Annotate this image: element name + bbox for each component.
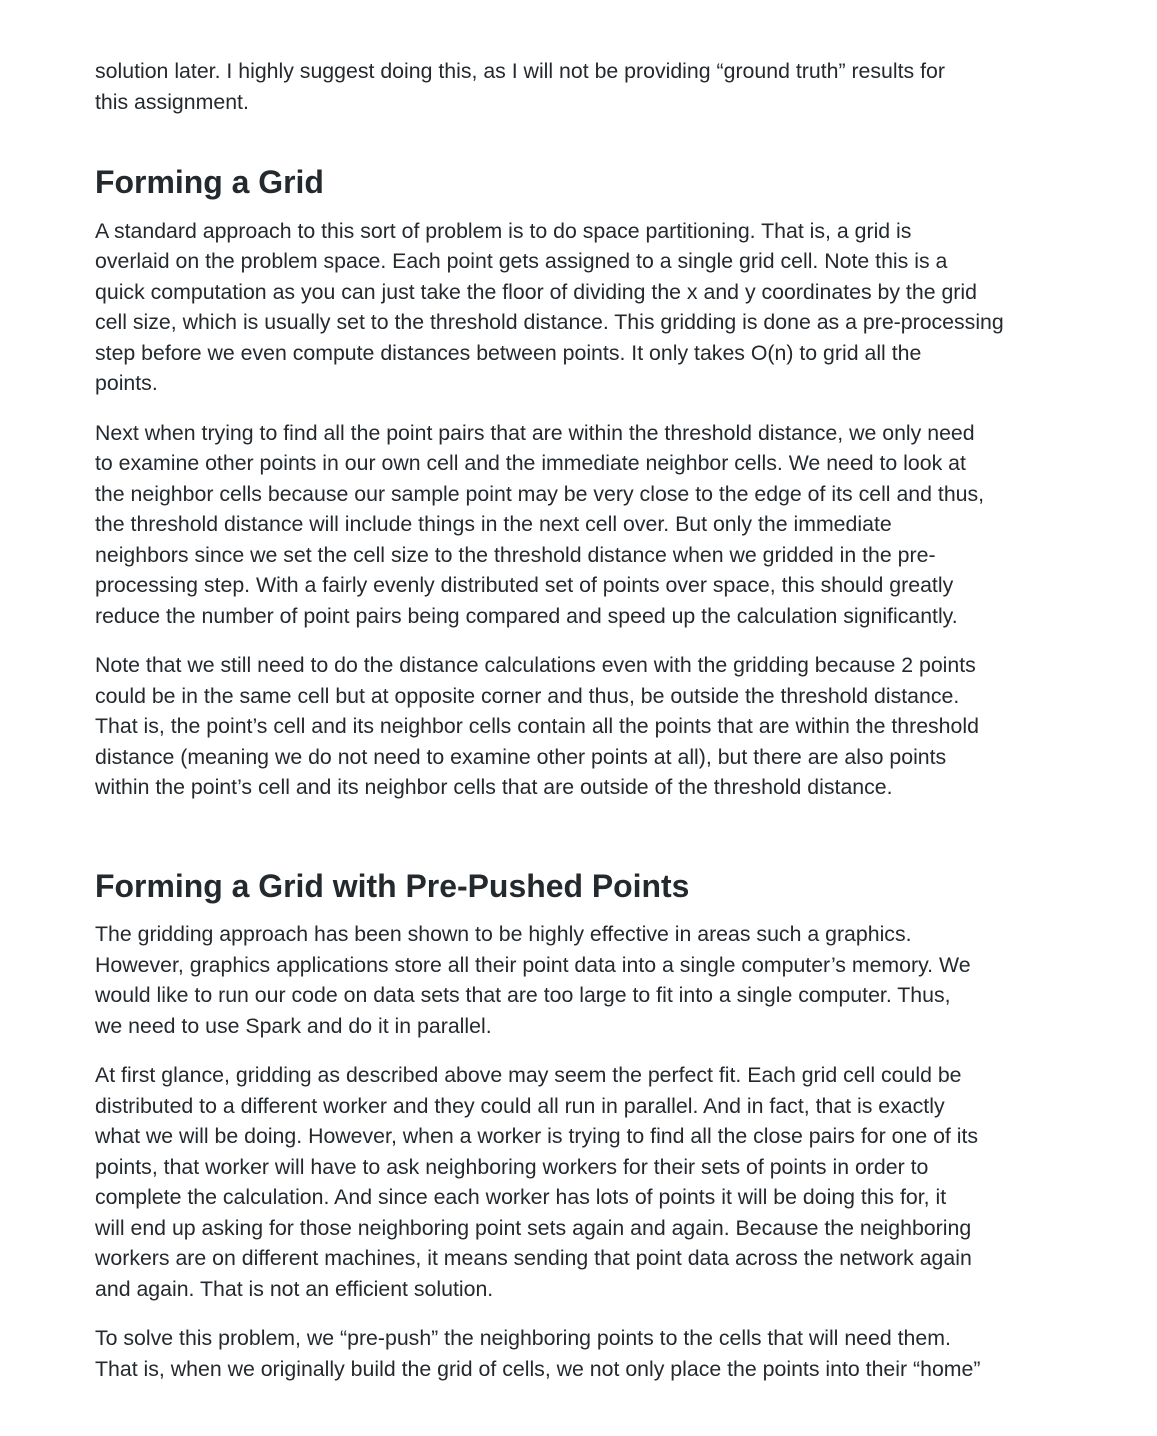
text-line: solution later. I highly suggest doing this, as I will not be providing “ground truth” results for [95,59,945,83]
text-line: Next when trying to find all the point pairs that are within the threshold distance, we only need [95,420,975,445]
text-line: points, that worker will have to ask neighboring workers for their sets of points in order to [95,1154,929,1179]
text-line: To solve this problem, we “pre-push” the neighboring points to the cells that will need them. [95,1326,951,1350]
section-heading-pre-pushed-points: Forming a Grid with Pre-Pushed Points [95,867,690,904]
section2-paragraph-3 [95,1323,1075,1384]
text-line: and again. That is not an efficient solution. [95,1276,494,1301]
text-line: That is, the point’s cell and its neighbor cells contain all the points that are within the threshold [95,714,979,738]
text-line: quick computation as you can just take the floor of dividing the x and y coordinates by the grid [95,279,977,304]
text-line: distance (meaning we do not need to examine other points at all), but there are also points [95,744,947,769]
text-line: At first glance, gridding as described above may seem the perfect fit. Each grid cell could be [95,1063,962,1087]
section2-paragraph-2 [95,1060,1075,1304]
text-line: That is, when we originally build the grid of cells, we not only place the points into their “home” [95,1356,981,1381]
section2-paragraph-1 [95,919,1075,1041]
text-line: will end up asking for those neighboring point sets again and again. Because the neighboring [95,1215,972,1240]
text-line: we need to use Spark and do it in parallel. [95,1013,492,1038]
text-line: to examine other points in our own cell and the immediate neighbor cells. We need to look at [95,451,966,475]
intro-paragraph [95,56,1075,117]
section1-paragraph-2 [95,418,1075,632]
text-line: within the point’s cell and its neighbor cells that are outside of the threshold distance. [95,775,893,799]
text-line: neighbors since we set the cell size to the threshold distance when we gridded in the pre- [95,542,936,567]
section1-paragraph-1 [95,216,1075,399]
text-line: reduce the number of point pairs being compared and speed up the calculation significantly. [95,603,958,628]
section1-paragraph-3 [95,650,1075,803]
text-line: complete the calculation. And since each worker has lots of points it will be doing this for, it [95,1185,947,1209]
text-line: the neighbor cells because our sample point may be very close to the edge of its cell and thus, [95,481,985,506]
text-line: would like to run our code on data sets that are too large to fit into a single computer. Thus, [95,983,951,1007]
text-line: workers are on different machines, it means sending that point data across the network again [95,1246,972,1270]
text-line: the threshold distance will include things in the next cell over. But only the immediate [95,512,892,536]
text-line: cell size, which is usually set to the threshold distance. This gridding is done as a pre-processing [95,310,1004,334]
section-heading-forming-a-grid: Forming a Grid [95,164,324,200]
document-page [95,56,1075,1384]
text-line: could be in the same cell but at opposite corner and thus, be outside the threshold distance. [95,683,960,708]
text-line: The gridding approach has been shown to be highly effective in areas such a graphics. [95,922,912,946]
text-line: distributed to a different worker and they could all run in parallel. And in fact, that is exactly [95,1093,945,1118]
text-line: processing step. With a fairly evenly distributed set of points over space, this should greatly [95,573,954,597]
text-line: A standard approach to this sort of problem is to do space partitioning. That is, a grid is [95,218,912,243]
text-line: this assignment. [95,89,249,114]
text-line: points. [95,371,158,395]
text-line: Note that we still need to do the distance calculations even with the gridding because 2 points [95,653,976,677]
text-line: However, graphics applications store all their point data into a single computer’s memory. We [95,952,971,977]
text-line: what we will be doing. However, when a worker is trying to find all the close pairs for one of its [95,1124,979,1148]
text-line: step before we even compute distances between points. It only takes O(n) to grid all the [95,340,922,365]
text-line: overlaid on the problem space. Each point gets assigned to a single grid cell. Note this is a [95,249,948,273]
